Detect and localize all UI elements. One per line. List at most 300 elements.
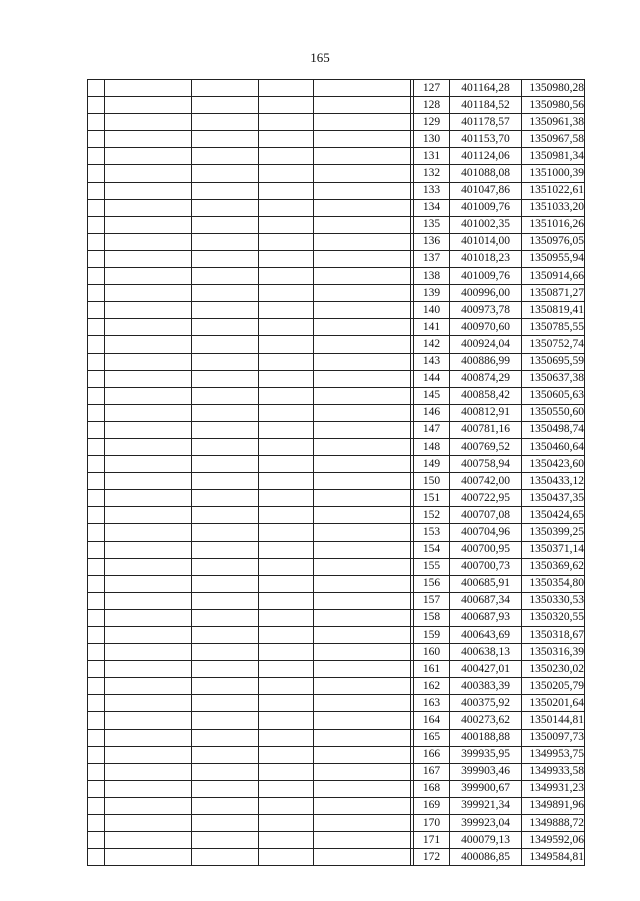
table-row bbox=[88, 849, 585, 866]
point-number-cell: 149 bbox=[414, 456, 450, 473]
empty-cell bbox=[314, 763, 411, 780]
empty-cell bbox=[259, 763, 314, 780]
x-coordinate-cell: 400707,08 bbox=[450, 507, 522, 524]
x-coordinate-cell: 399923,04 bbox=[450, 815, 522, 832]
point-number-cell: 155 bbox=[414, 558, 450, 575]
empty-cell bbox=[314, 780, 411, 797]
x-coordinate-cell: 399900,67 bbox=[450, 780, 522, 797]
point-number-cell: 138 bbox=[414, 268, 450, 285]
table-row bbox=[88, 678, 585, 695]
empty-cell bbox=[192, 490, 259, 507]
y-coordinate-cell: 1350550,60 bbox=[522, 404, 585, 421]
table-body bbox=[88, 80, 585, 866]
empty-cell bbox=[259, 114, 314, 131]
y-coordinate-cell: 1350871,27 bbox=[522, 285, 585, 302]
empty-cell bbox=[314, 661, 411, 678]
empty-cell bbox=[105, 678, 192, 695]
y-coordinate-cell: 1350460,64 bbox=[522, 438, 585, 455]
empty-cell bbox=[314, 575, 411, 592]
point-number-cell: 142 bbox=[414, 336, 450, 353]
point-number-cell: 168 bbox=[414, 780, 450, 797]
point-number-cell: 140 bbox=[414, 302, 450, 319]
empty-cell bbox=[259, 80, 314, 97]
table-row bbox=[88, 268, 585, 285]
empty-cell bbox=[314, 216, 411, 233]
x-coordinate-cell: 400812,91 bbox=[450, 404, 522, 421]
empty-cell bbox=[105, 695, 192, 712]
empty-cell bbox=[105, 541, 192, 558]
point-number-cell: 129 bbox=[414, 114, 450, 131]
x-coordinate-cell: 401153,70 bbox=[450, 131, 522, 148]
empty-cell bbox=[259, 353, 314, 370]
empty-cell bbox=[259, 541, 314, 558]
table-row bbox=[88, 695, 585, 712]
empty-cell bbox=[88, 609, 105, 626]
point-number-cell: 133 bbox=[414, 182, 450, 199]
empty-cell bbox=[105, 609, 192, 626]
empty-cell bbox=[88, 302, 105, 319]
empty-cell bbox=[105, 268, 192, 285]
empty-cell bbox=[88, 387, 105, 404]
empty-cell bbox=[192, 558, 259, 575]
point-number-cell: 164 bbox=[414, 712, 450, 729]
empty-cell bbox=[88, 148, 105, 165]
empty-cell bbox=[259, 575, 314, 592]
empty-cell bbox=[259, 302, 314, 319]
empty-cell bbox=[314, 182, 411, 199]
empty-cell bbox=[259, 148, 314, 165]
empty-cell bbox=[105, 216, 192, 233]
empty-cell bbox=[314, 80, 411, 97]
empty-cell bbox=[105, 336, 192, 353]
empty-cell bbox=[192, 438, 259, 455]
empty-cell bbox=[314, 302, 411, 319]
table-row bbox=[88, 131, 585, 148]
point-number-cell: 151 bbox=[414, 490, 450, 507]
table-row bbox=[88, 609, 585, 626]
empty-cell bbox=[192, 678, 259, 695]
empty-cell bbox=[192, 404, 259, 421]
empty-cell bbox=[192, 114, 259, 131]
x-coordinate-cell: 400188,88 bbox=[450, 729, 522, 746]
empty-cell bbox=[88, 490, 105, 507]
empty-cell bbox=[105, 114, 192, 131]
empty-cell bbox=[314, 609, 411, 626]
x-coordinate-cell: 400758,94 bbox=[450, 456, 522, 473]
empty-cell bbox=[105, 456, 192, 473]
empty-cell bbox=[105, 165, 192, 182]
y-coordinate-cell: 1350752,74 bbox=[522, 336, 585, 353]
y-coordinate-cell: 1351016,26 bbox=[522, 216, 585, 233]
y-coordinate-cell: 1350819,41 bbox=[522, 302, 585, 319]
empty-cell bbox=[88, 729, 105, 746]
empty-cell bbox=[88, 746, 105, 763]
point-number-cell: 165 bbox=[414, 729, 450, 746]
empty-cell bbox=[259, 712, 314, 729]
empty-cell bbox=[88, 353, 105, 370]
empty-cell bbox=[105, 763, 192, 780]
table-row bbox=[88, 797, 585, 814]
x-coordinate-cell: 400638,13 bbox=[450, 644, 522, 661]
empty-cell bbox=[88, 456, 105, 473]
empty-cell bbox=[192, 815, 259, 832]
x-coordinate-cell: 401124,06 bbox=[450, 148, 522, 165]
empty-cell bbox=[88, 644, 105, 661]
empty-cell bbox=[192, 797, 259, 814]
empty-cell bbox=[88, 285, 105, 302]
empty-cell bbox=[259, 473, 314, 490]
empty-cell bbox=[88, 199, 105, 216]
table-row bbox=[88, 592, 585, 609]
empty-cell bbox=[259, 609, 314, 626]
empty-cell bbox=[88, 797, 105, 814]
empty-cell bbox=[314, 438, 411, 455]
y-coordinate-cell: 1351022,61 bbox=[522, 182, 585, 199]
y-coordinate-cell: 1350785,55 bbox=[522, 319, 585, 336]
x-coordinate-cell: 400924,04 bbox=[450, 336, 522, 353]
y-coordinate-cell: 1350330,53 bbox=[522, 592, 585, 609]
empty-cell bbox=[105, 438, 192, 455]
empty-cell bbox=[105, 780, 192, 797]
x-coordinate-cell: 400704,96 bbox=[450, 524, 522, 541]
empty-cell bbox=[259, 490, 314, 507]
table-row bbox=[88, 507, 585, 524]
empty-cell bbox=[314, 199, 411, 216]
empty-cell bbox=[88, 712, 105, 729]
empty-cell bbox=[192, 131, 259, 148]
empty-cell bbox=[192, 780, 259, 797]
empty-cell bbox=[314, 473, 411, 490]
x-coordinate-cell: 400273,62 bbox=[450, 712, 522, 729]
empty-cell bbox=[88, 97, 105, 114]
y-coordinate-cell: 1349931,23 bbox=[522, 780, 585, 797]
empty-cell bbox=[105, 712, 192, 729]
x-coordinate-cell: 401009,76 bbox=[450, 199, 522, 216]
x-coordinate-cell: 401002,35 bbox=[450, 216, 522, 233]
point-number-cell: 160 bbox=[414, 644, 450, 661]
empty-cell bbox=[192, 216, 259, 233]
empty-cell bbox=[192, 695, 259, 712]
point-number-cell: 172 bbox=[414, 849, 450, 866]
empty-cell bbox=[105, 524, 192, 541]
empty-cell bbox=[192, 421, 259, 438]
point-number-cell: 169 bbox=[414, 797, 450, 814]
empty-cell bbox=[314, 712, 411, 729]
empty-cell bbox=[259, 336, 314, 353]
point-number-cell: 154 bbox=[414, 541, 450, 558]
table-row bbox=[88, 285, 585, 302]
table-row bbox=[88, 216, 585, 233]
empty-cell bbox=[259, 233, 314, 250]
empty-cell bbox=[88, 763, 105, 780]
point-number-cell: 166 bbox=[414, 746, 450, 763]
point-number-cell: 130 bbox=[414, 131, 450, 148]
empty-cell bbox=[88, 575, 105, 592]
y-coordinate-cell: 1350201,64 bbox=[522, 695, 585, 712]
empty-cell bbox=[314, 695, 411, 712]
point-number-cell: 162 bbox=[414, 678, 450, 695]
table-row bbox=[88, 473, 585, 490]
empty-cell bbox=[105, 182, 192, 199]
empty-cell bbox=[314, 353, 411, 370]
empty-cell bbox=[105, 233, 192, 250]
table-row bbox=[88, 729, 585, 746]
empty-cell bbox=[314, 250, 411, 267]
y-coordinate-cell: 1350318,67 bbox=[522, 627, 585, 644]
point-number-cell: 131 bbox=[414, 148, 450, 165]
empty-cell bbox=[105, 404, 192, 421]
empty-cell bbox=[88, 695, 105, 712]
empty-cell bbox=[192, 233, 259, 250]
x-coordinate-cell: 400685,91 bbox=[450, 575, 522, 592]
table-row bbox=[88, 746, 585, 763]
table-row bbox=[88, 114, 585, 131]
empty-cell bbox=[259, 729, 314, 746]
x-coordinate-cell: 400858,42 bbox=[450, 387, 522, 404]
empty-cell bbox=[314, 797, 411, 814]
empty-cell bbox=[105, 849, 192, 866]
empty-cell bbox=[88, 592, 105, 609]
empty-cell bbox=[88, 250, 105, 267]
empty-cell bbox=[314, 370, 411, 387]
empty-cell bbox=[192, 507, 259, 524]
table-row bbox=[88, 644, 585, 661]
empty-cell bbox=[192, 353, 259, 370]
empty-cell bbox=[314, 541, 411, 558]
y-coordinate-cell: 1350981,34 bbox=[522, 148, 585, 165]
table-row bbox=[88, 387, 585, 404]
y-coordinate-cell: 1350967,58 bbox=[522, 131, 585, 148]
y-coordinate-cell: 1350980,56 bbox=[522, 97, 585, 114]
empty-cell bbox=[314, 114, 411, 131]
x-coordinate-cell: 400687,93 bbox=[450, 609, 522, 626]
table-row bbox=[88, 558, 585, 575]
table-row bbox=[88, 661, 585, 678]
empty-cell bbox=[105, 250, 192, 267]
empty-cell bbox=[88, 165, 105, 182]
empty-cell bbox=[105, 285, 192, 302]
empty-cell bbox=[105, 815, 192, 832]
x-coordinate-cell: 400375,92 bbox=[450, 695, 522, 712]
empty-cell bbox=[105, 302, 192, 319]
y-coordinate-cell: 1350230,02 bbox=[522, 661, 585, 678]
empty-cell bbox=[259, 644, 314, 661]
empty-cell bbox=[105, 97, 192, 114]
x-coordinate-cell: 400643,69 bbox=[450, 627, 522, 644]
empty-cell bbox=[192, 729, 259, 746]
table-row bbox=[88, 575, 585, 592]
y-coordinate-cell: 1350605,63 bbox=[522, 387, 585, 404]
table-row bbox=[88, 627, 585, 644]
table-row bbox=[88, 353, 585, 370]
empty-cell bbox=[105, 319, 192, 336]
table-row bbox=[88, 438, 585, 455]
empty-cell bbox=[88, 627, 105, 644]
empty-cell bbox=[259, 832, 314, 849]
empty-cell bbox=[314, 507, 411, 524]
empty-cell bbox=[314, 456, 411, 473]
empty-cell bbox=[88, 80, 105, 97]
y-coordinate-cell: 1350637,38 bbox=[522, 370, 585, 387]
empty-cell bbox=[88, 661, 105, 678]
empty-cell bbox=[88, 558, 105, 575]
empty-cell bbox=[192, 80, 259, 97]
point-number-cell: 152 bbox=[414, 507, 450, 524]
empty-cell bbox=[314, 233, 411, 250]
table-row bbox=[88, 456, 585, 473]
x-coordinate-cell: 401088,08 bbox=[450, 165, 522, 182]
empty-cell bbox=[105, 387, 192, 404]
y-coordinate-cell: 1350097,73 bbox=[522, 729, 585, 746]
point-number-cell: 156 bbox=[414, 575, 450, 592]
y-coordinate-cell: 1349888,72 bbox=[522, 815, 585, 832]
point-number-cell: 159 bbox=[414, 627, 450, 644]
empty-cell bbox=[88, 216, 105, 233]
table-row bbox=[88, 148, 585, 165]
table-row bbox=[88, 370, 585, 387]
y-coordinate-cell: 1349891,96 bbox=[522, 797, 585, 814]
empty-cell bbox=[192, 268, 259, 285]
empty-cell bbox=[259, 627, 314, 644]
empty-cell bbox=[88, 524, 105, 541]
y-coordinate-cell: 1350695,59 bbox=[522, 353, 585, 370]
x-coordinate-cell: 400700,95 bbox=[450, 541, 522, 558]
empty-cell bbox=[105, 473, 192, 490]
empty-cell bbox=[192, 199, 259, 216]
empty-cell bbox=[88, 421, 105, 438]
table-row bbox=[88, 815, 585, 832]
empty-cell bbox=[314, 421, 411, 438]
y-coordinate-cell: 1350955,94 bbox=[522, 250, 585, 267]
empty-cell bbox=[88, 233, 105, 250]
y-coordinate-cell: 1350980,28 bbox=[522, 80, 585, 97]
point-number-cell: 144 bbox=[414, 370, 450, 387]
empty-cell bbox=[314, 131, 411, 148]
y-coordinate-cell: 1350424,65 bbox=[522, 507, 585, 524]
point-number-cell: 134 bbox=[414, 199, 450, 216]
empty-cell bbox=[259, 387, 314, 404]
empty-cell bbox=[88, 182, 105, 199]
x-coordinate-cell: 400687,34 bbox=[450, 592, 522, 609]
empty-cell bbox=[192, 712, 259, 729]
empty-cell bbox=[88, 370, 105, 387]
empty-cell bbox=[314, 849, 411, 866]
empty-cell bbox=[314, 815, 411, 832]
y-coordinate-cell: 1350320,55 bbox=[522, 609, 585, 626]
empty-cell bbox=[105, 80, 192, 97]
empty-cell bbox=[259, 268, 314, 285]
x-coordinate-cell: 400874,29 bbox=[450, 370, 522, 387]
empty-cell bbox=[192, 763, 259, 780]
table-row bbox=[88, 97, 585, 114]
point-number-cell: 128 bbox=[414, 97, 450, 114]
empty-cell bbox=[259, 404, 314, 421]
table-row bbox=[88, 80, 585, 97]
empty-cell bbox=[192, 370, 259, 387]
empty-cell bbox=[259, 661, 314, 678]
empty-cell bbox=[192, 336, 259, 353]
empty-cell bbox=[192, 165, 259, 182]
x-coordinate-cell: 400970,60 bbox=[450, 319, 522, 336]
empty-cell bbox=[105, 558, 192, 575]
empty-cell bbox=[314, 268, 411, 285]
empty-cell bbox=[314, 165, 411, 182]
empty-cell bbox=[259, 199, 314, 216]
empty-cell bbox=[314, 285, 411, 302]
empty-cell bbox=[314, 678, 411, 695]
point-number-cell: 153 bbox=[414, 524, 450, 541]
empty-cell bbox=[105, 507, 192, 524]
empty-cell bbox=[259, 285, 314, 302]
empty-cell bbox=[192, 746, 259, 763]
empty-cell bbox=[259, 456, 314, 473]
table-row bbox=[88, 319, 585, 336]
empty-cell bbox=[192, 182, 259, 199]
empty-cell bbox=[259, 695, 314, 712]
point-number-cell: 143 bbox=[414, 353, 450, 370]
empty-cell bbox=[88, 780, 105, 797]
empty-cell bbox=[259, 849, 314, 866]
point-number-cell: 135 bbox=[414, 216, 450, 233]
empty-cell bbox=[88, 678, 105, 695]
empty-cell bbox=[259, 507, 314, 524]
empty-cell bbox=[105, 644, 192, 661]
empty-cell bbox=[259, 746, 314, 763]
empty-cell bbox=[259, 97, 314, 114]
empty-cell bbox=[88, 319, 105, 336]
empty-cell bbox=[88, 507, 105, 524]
empty-cell bbox=[259, 558, 314, 575]
x-coordinate-cell: 399903,46 bbox=[450, 763, 522, 780]
point-number-cell: 127 bbox=[414, 80, 450, 97]
point-number-cell: 137 bbox=[414, 250, 450, 267]
empty-cell bbox=[192, 97, 259, 114]
empty-cell bbox=[192, 592, 259, 609]
empty-cell bbox=[192, 832, 259, 849]
empty-cell bbox=[259, 165, 314, 182]
empty-cell bbox=[314, 832, 411, 849]
empty-cell bbox=[192, 575, 259, 592]
empty-cell bbox=[105, 199, 192, 216]
empty-cell bbox=[105, 746, 192, 763]
y-coordinate-cell: 1350914,66 bbox=[522, 268, 585, 285]
empty-cell bbox=[314, 404, 411, 421]
empty-cell bbox=[259, 216, 314, 233]
y-coordinate-cell: 1351000,39 bbox=[522, 165, 585, 182]
y-coordinate-cell: 1349953,75 bbox=[522, 746, 585, 763]
table-row bbox=[88, 780, 585, 797]
empty-cell bbox=[105, 627, 192, 644]
table-row bbox=[88, 250, 585, 267]
y-coordinate-cell: 1350433,12 bbox=[522, 473, 585, 490]
table-row bbox=[88, 524, 585, 541]
empty-cell bbox=[259, 524, 314, 541]
empty-cell bbox=[314, 97, 411, 114]
empty-cell bbox=[192, 524, 259, 541]
y-coordinate-cell: 1350205,79 bbox=[522, 678, 585, 695]
empty-cell bbox=[314, 558, 411, 575]
empty-cell bbox=[259, 250, 314, 267]
y-coordinate-cell: 1350498,74 bbox=[522, 421, 585, 438]
empty-cell bbox=[88, 849, 105, 866]
point-number-cell: 161 bbox=[414, 661, 450, 678]
empty-cell bbox=[105, 797, 192, 814]
empty-cell bbox=[192, 250, 259, 267]
empty-cell bbox=[105, 575, 192, 592]
empty-cell bbox=[192, 661, 259, 678]
empty-cell bbox=[192, 387, 259, 404]
x-coordinate-cell: 400769,52 bbox=[450, 438, 522, 455]
